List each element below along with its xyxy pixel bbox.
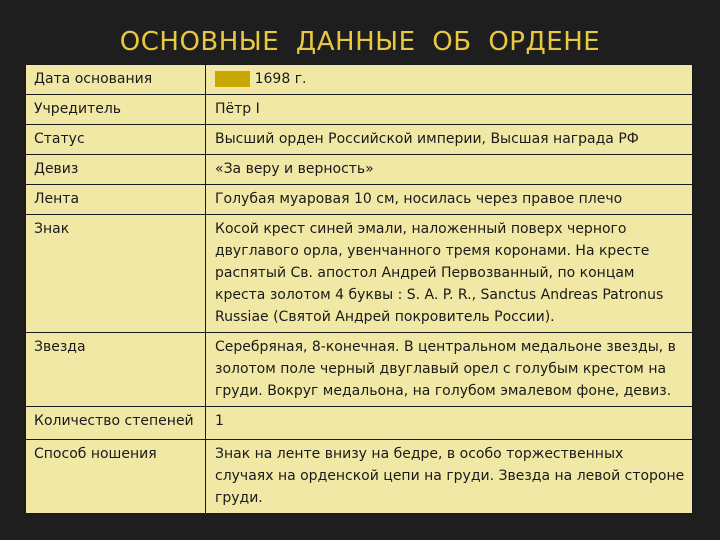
row-value: Косой крест синей эмали, наложенный поверх черного двуглавого орла, увенчанного тремя коронами. На кресте распятый Св. апостол Андрей Первозванный, по концам креста золотом 4 буквы : S. A. P. R., Sanctus Andreas Patronus Russiae (Святой Андрей покровитель России). [206,215,693,333]
table-row [26,333,693,407]
table-row [26,155,693,185]
row-value: «За веру и верность» [206,155,693,185]
table-row [26,440,693,514]
row-label: Девиз [26,155,206,185]
row-label: Количество степеней [26,407,206,440]
row-label: Способ ношения [26,440,206,514]
table-row [26,185,693,215]
table-row [26,95,693,125]
table-row [26,215,693,333]
table-row [26,65,693,95]
table-row [26,407,693,440]
row-value: Пётр I [206,95,693,125]
row-label: Лента [26,185,206,215]
row-label: Учредитель [26,95,206,125]
page-title: ОСНОВНЫЕ ДАННЫЕ ОБ ОРДЕНЕ [119,27,601,57]
highlight-mark [215,71,250,87]
row-label: Дата основания [26,65,206,95]
row-value: Знак на ленте внизу на бедре, в особо торжественных случаях на орденской цепи на груди. Звезда на левой стороне груди. [206,440,693,514]
row-label: Знак [26,215,206,333]
table-row [26,125,693,155]
row-value: Голубая муаровая 10 см, носилась через правое плечо [206,185,693,215]
row-label: Статус [26,125,206,155]
row-value: Серебряная, 8-конечная. В центральном медальоне звезды, в золотом поле черный двуглавый орел с голубым крестом на груди. Вокруг медальона, на голубом эмалевом фоне, девиз. [206,333,693,407]
row-value: Высший орден Российской империи, Высшая награда РФ [206,125,693,155]
order-data-table [25,64,693,514]
row-value [206,65,693,95]
row-value: 1 [206,407,693,440]
founding-date: 1698 г. [254,71,307,87]
row-label: Звезда [26,333,206,407]
